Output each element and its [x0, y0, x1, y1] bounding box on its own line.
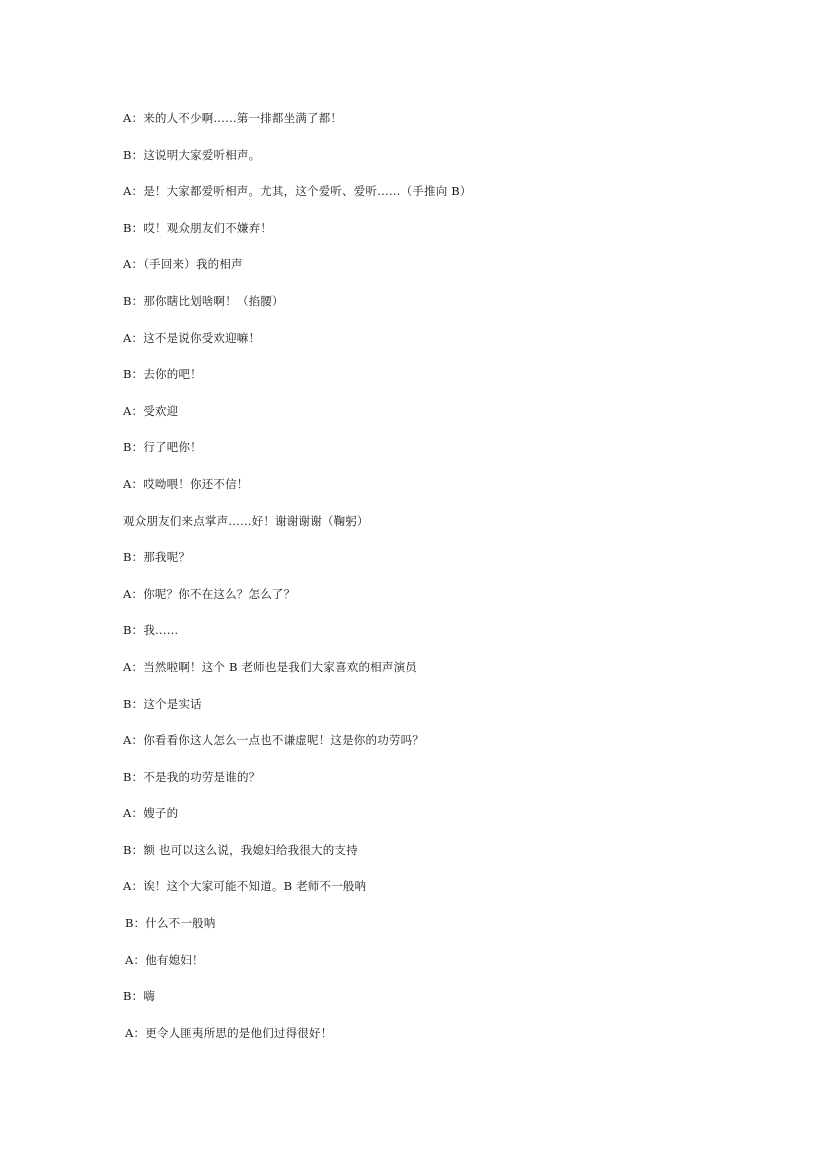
dialogue-line: B：不是我的功劳是谁的？	[123, 769, 261, 784]
dialogue-line: A：当然啦啊！这个 B 老师也是我们大家喜欢的相声演员	[123, 659, 417, 674]
dialogue-line: 观众朋友们来点掌声……好！谢谢谢谢（鞠躬）	[123, 513, 369, 528]
dialogue-line: A：来的人不少啊……第一排都坐满了都！	[123, 111, 343, 125]
dialogue-line: B：这说明大家爱听相声。	[123, 147, 261, 162]
dialogue-line: A：你看看你这人怎么一点也不谦虚呢！这是你的功劳吗？	[123, 733, 425, 748]
dialogue-line: B：那我呢？	[123, 550, 191, 565]
dialogue-line: B：这个是实话	[123, 696, 202, 711]
dialogue-script	[123, 108, 743, 1059]
dialogue-line: A：诶！这个大家可能不知道。B 老师不一般呐	[123, 879, 367, 894]
dialogue-line: B：那你瞎比划啥啊！（掐腰）	[123, 293, 284, 308]
dialogue-line: B：哎！观众朋友们不嫌弃！	[123, 220, 273, 235]
dialogue-line: B：我……	[123, 623, 179, 638]
dialogue-line: A：他有媳妇！	[125, 952, 204, 967]
dialogue-line: B：嗨	[123, 989, 156, 1004]
dialogue-line: B：额 也可以这么说，我媳妇给我很大的支持	[123, 842, 358, 857]
dialogue-line: B：行了吧你！	[123, 440, 202, 455]
dialogue-line: A：受欢迎	[123, 403, 179, 418]
dialogue-line: A：嫂子的	[123, 806, 179, 821]
dialogue-line: A：你呢？你不在这么？怎么了？	[123, 586, 296, 601]
dialogue-line: A：是！大家都爱听相声。尤其，这个爱听、爱听……（手推向 B）	[123, 184, 472, 199]
dialogue-line: B：去你的吧！	[123, 367, 202, 382]
dialogue-line: A：哎呦喂！你还不信！	[123, 476, 249, 491]
dialogue-line: A：更令人匪夷所思的是他们过得很好！	[125, 1025, 333, 1040]
dialogue-line: A：这不是说你受欢迎嘛！	[123, 330, 261, 345]
dialogue-line: A：（手回来）我的相声	[123, 257, 243, 272]
dialogue-line: B：什么不一般呐	[125, 916, 216, 931]
